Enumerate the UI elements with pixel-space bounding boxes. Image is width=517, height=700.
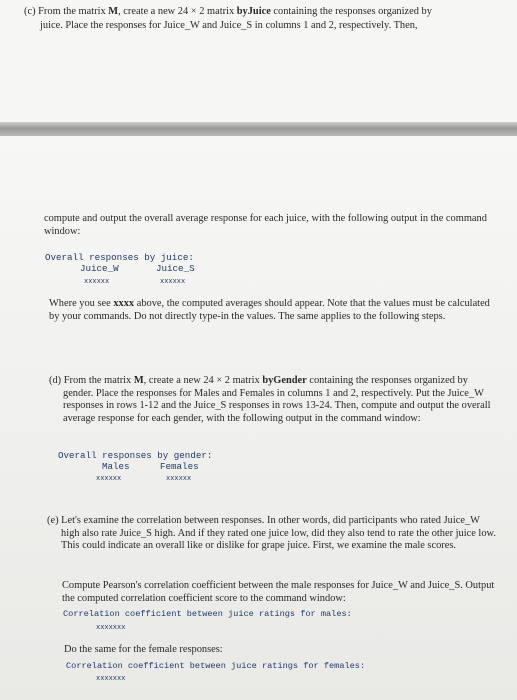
part-e-compute: Compute Pearson's correlation coefficient between the male responses for Juice_W and Juice_S. Output the computed correlation coefficient score to the command window: bbox=[62, 580, 495, 604]
text-span: containing the responses organized by bbox=[270, 6, 432, 17]
text-span: above, the computed averages should appear. Note that the values must be calculated by your commands. Do not directly type-in the values. The same applies to the following steps. bbox=[49, 298, 490, 322]
juice-output-title: Overall responses by juice: bbox=[45, 252, 194, 263]
juice-val2: xxxxxx bbox=[160, 278, 186, 286]
juice-col1-header: Juice_W bbox=[80, 263, 119, 274]
gender-val1: xxxxxx bbox=[96, 475, 122, 483]
part-c-continued: compute and output the overall average response for each juice, with the following output in the command window: bbox=[44, 213, 487, 237]
page-divider bbox=[0, 122, 517, 136]
female-corr-value: xxxxxxx bbox=[96, 675, 126, 683]
juice-val1: xxxxxx bbox=[84, 278, 110, 286]
matrix-name: byGender bbox=[262, 375, 307, 386]
gender-val2: xxxxxx bbox=[166, 475, 192, 483]
juice-col2-header: Juice_S bbox=[156, 263, 195, 274]
part-d-text bbox=[49, 375, 495, 425]
matrix-name: M bbox=[108, 6, 119, 17]
gender-output-title: Overall responses by gender: bbox=[58, 450, 213, 461]
text-span: containing the responses organized by gender. Place the responses for Males and Females in columns 1 and 2, respectively. Put the Juice_W responses in rows 1-12 and the Juice_S responses in rows 13-24. Then, compute and output the overall average response for each gender, with the following output in the command window: bbox=[63, 375, 491, 424]
matrix-name: byJuice bbox=[236, 6, 271, 17]
gender-col1-header: Males bbox=[102, 461, 130, 472]
text-span: Where you see bbox=[49, 298, 114, 309]
matrix-name: M bbox=[133, 375, 144, 386]
text-span: (d) From the matrix bbox=[49, 375, 134, 386]
part-e-female-text: Do the same for the female responses: bbox=[64, 644, 223, 655]
part-c-line2: juice. Place the responses for Juice_W and Juice_S in columns 1 and 2, respectively. Then, bbox=[40, 20, 418, 31]
female-corr-output: Correlation coefficient between juice ratings for females: bbox=[66, 661, 366, 671]
placeholder-mark: xxxx bbox=[113, 298, 135, 309]
text-span: (c) From the matrix bbox=[24, 6, 109, 17]
part-c-line1 bbox=[24, 6, 504, 19]
male-corr-output: Correlation coefficient between juice ratings for males: bbox=[63, 609, 352, 619]
part-e-text: (e) Let's examine the correlation between responses. In other words, did participants who rated Juice_W high also rate Juice_S high. And if they rated one juice low, did they also tend to rate the other juice low. This could indicate an overall like or dislike for grape juice. First, we examine the male scores. bbox=[47, 515, 496, 552]
part-c-note bbox=[49, 298, 495, 323]
text-span: , create a new 24 × 2 matrix bbox=[143, 375, 263, 386]
male-corr-value: xxxxxxx bbox=[96, 624, 126, 632]
text-span: , create a new 24 × 2 matrix bbox=[118, 6, 237, 17]
gender-col2-header: Females bbox=[160, 461, 199, 472]
